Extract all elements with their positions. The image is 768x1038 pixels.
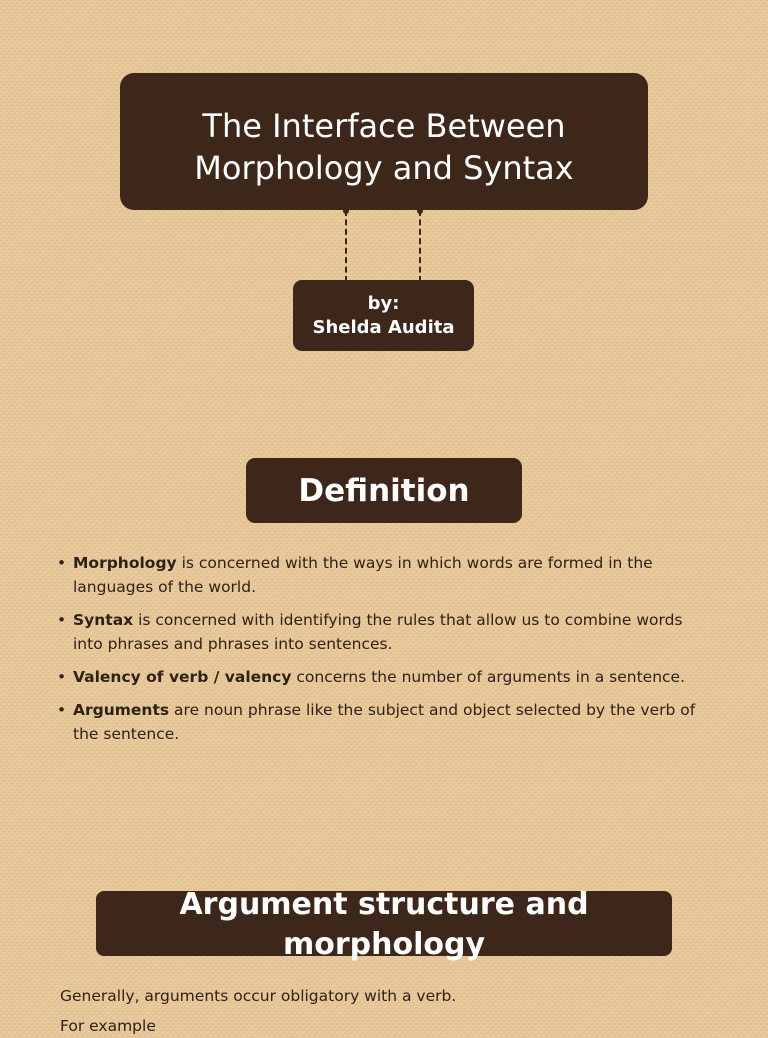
term: Syntax <box>73 611 134 629</box>
term: Arguments <box>73 701 170 719</box>
term-definition: is concerned with identifying the rules that allow us to combine words into phrases and phrases into sentences. <box>73 611 683 653</box>
argument-structure-heading <box>96 887 672 962</box>
term: Morphology <box>73 554 177 572</box>
bullet-icon: • <box>57 668 67 686</box>
title-line-2: Morphology and Syntax <box>194 149 574 187</box>
argument-example-text: For example <box>60 1017 156 1035</box>
author-by-label: by: <box>367 293 400 314</box>
argument-body-text: Generally, arguments occur obligatory with a verb. <box>60 987 457 1005</box>
definition-list <box>57 551 717 755</box>
title-line-1: The Interface Between <box>202 107 566 145</box>
connector-line-right <box>419 210 421 282</box>
bullet-icon: • <box>57 554 67 572</box>
list-item <box>57 698 717 746</box>
list-item <box>57 608 717 656</box>
list-item <box>57 665 717 689</box>
term-definition: is concerned with the ways in which words are formed in the languages of the world. <box>73 554 653 596</box>
author-name: Shelda Audita <box>312 317 455 338</box>
term: Valency of verb / valency <box>73 668 292 686</box>
term-definition: concerns the number of arguments in a sentence. <box>291 668 686 686</box>
term-definition: are noun phrase like the subject and object selected by the verb of the sentence. <box>73 701 696 743</box>
definition-heading: Definition <box>246 458 522 523</box>
heading-line-2: morphology <box>282 927 486 962</box>
heading-line-1: Argument structure and <box>179 887 589 922</box>
connector-line-left <box>345 210 347 282</box>
list-item <box>57 551 717 599</box>
author-box <box>293 280 474 351</box>
bullet-icon: • <box>57 701 67 719</box>
bullet-icon: • <box>57 611 67 629</box>
title-box <box>120 73 648 210</box>
